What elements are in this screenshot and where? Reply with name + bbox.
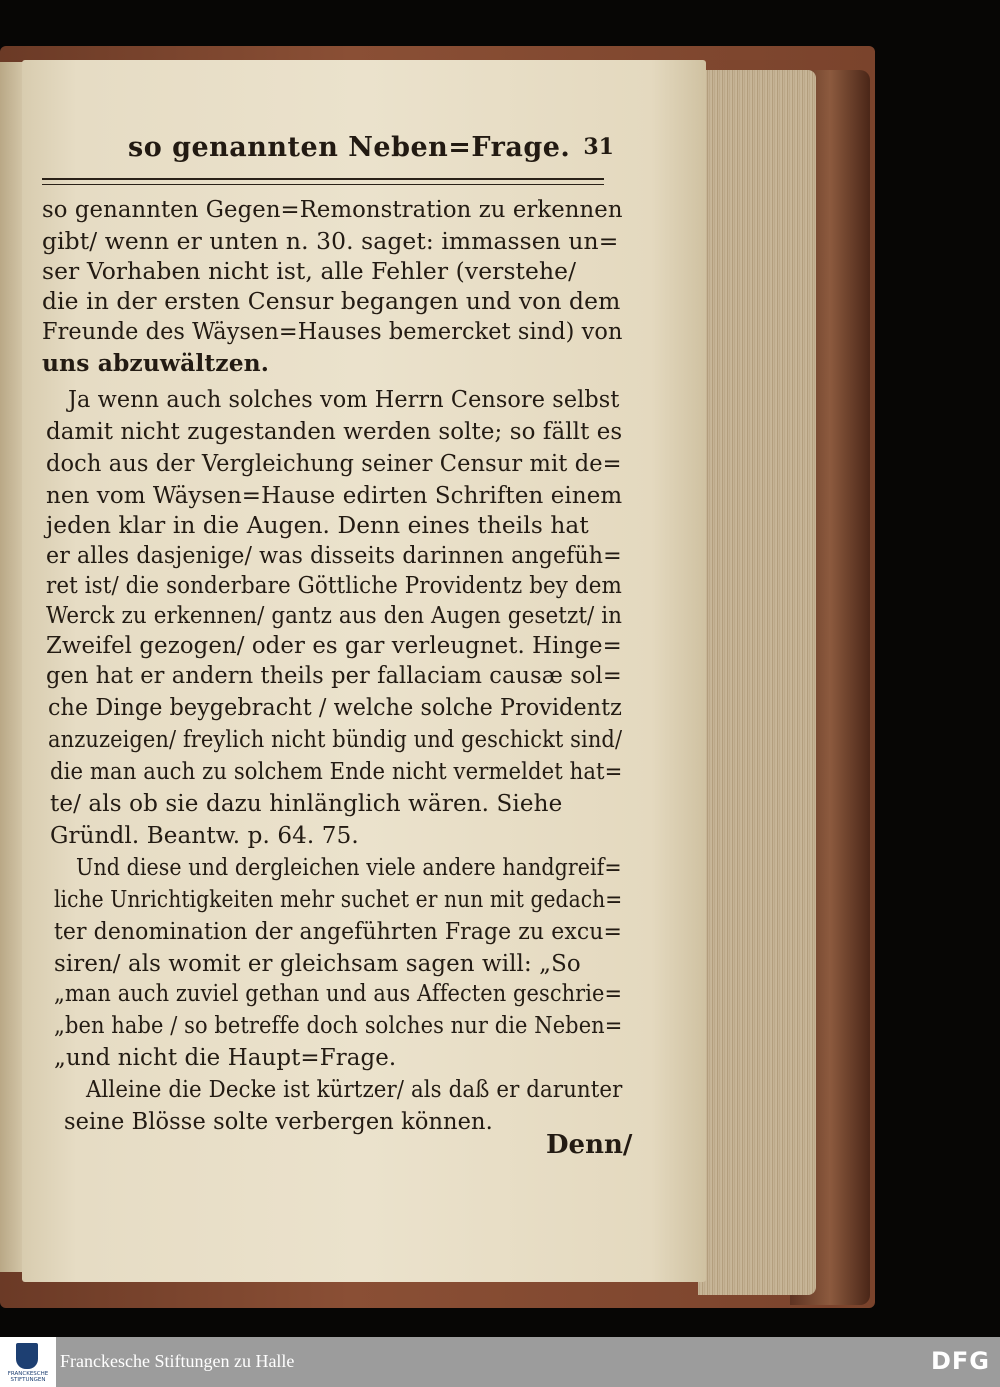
text-line: nen vom Wäysen=Hause edirten Schriften einem bbox=[46, 481, 623, 509]
text-line: ret ist/ die sonderbare Göttliche Providentz bey dem bbox=[46, 571, 622, 599]
catchword: Denn/ bbox=[546, 1130, 633, 1160]
text-line: Zweifel gezogen/ oder es gar verleugnet. Hinge= bbox=[46, 631, 622, 659]
text-line: Und diese und dergleichen viele andere handgreif= bbox=[76, 853, 622, 881]
running-head: so genannten Neben=Frage. bbox=[128, 132, 571, 163]
dfg-logo[interactable]: DFG bbox=[930, 1347, 990, 1375]
emblem-icon bbox=[16, 1343, 38, 1369]
text-line: er alles dasjenige/ was disseits darinnen angefüh= bbox=[46, 541, 622, 569]
text-line: siren/ als womit er gleichsam sagen will: „So bbox=[54, 949, 581, 977]
text-line: seine Blösse solte verbergen können. bbox=[64, 1107, 493, 1135]
text-line: „man auch zuviel gethan und aus Affecten geschrie= bbox=[54, 979, 623, 1007]
text-line: ter denomination der angeführten Frage zu excu= bbox=[54, 917, 622, 945]
footer-bar bbox=[0, 1337, 1000, 1387]
text-line: liche Unrichtigkeiten mehr suchet er nun mit gedach= bbox=[54, 885, 623, 913]
page-stack-edges bbox=[698, 70, 816, 1295]
text-line: che Dinge beygebracht / welche solche Providentz bbox=[48, 693, 622, 721]
text-line: Ja wenn auch solches vom Herrn Censore selbst bbox=[68, 385, 620, 413]
text-line: doch aus der Vergleichung seiner Censur mit de= bbox=[46, 449, 622, 477]
text-line: Gründl. Beantw. p. 64. 75. bbox=[50, 821, 359, 849]
logo-caption: FRANCKESCHE STIFTUNGEN bbox=[7, 1371, 49, 1383]
book-page bbox=[22, 60, 706, 1282]
text-line: so genannten Gegen=Remonstration zu erkennen bbox=[42, 195, 623, 223]
header-rule bbox=[42, 178, 604, 185]
text-line: Werck zu erkennen/ gantz aus den Augen gesetzt/ in bbox=[46, 601, 623, 629]
text-line: die man auch zu solchem Ende nicht vermeldet hat= bbox=[50, 757, 623, 785]
text-line: uns abzuwältzen. bbox=[42, 349, 270, 377]
text-line: gibt/ wenn er unten n. 30. saget: immassen un= bbox=[42, 227, 619, 255]
institution-logo[interactable] bbox=[0, 1337, 56, 1387]
text-line: die in der ersten Censur begangen und von dem bbox=[42, 287, 621, 315]
text-line: damit nicht zugestanden werden solte; so fällt es bbox=[46, 417, 623, 445]
text-line: jeden klar in die Augen. Denn eines theils hat bbox=[46, 511, 589, 539]
text-line: Freunde des Wäysen=Hauses bemercket sind) von bbox=[42, 317, 623, 345]
text-line: ser Vorhaben nicht ist, alle Fehler (verstehe/ bbox=[42, 257, 577, 285]
text-line: Alleine die Decke ist kürtzer/ als daß er darunter bbox=[86, 1075, 623, 1103]
text-line: gen hat er andern theils per fallaciam causæ sol= bbox=[46, 661, 622, 689]
page-header bbox=[128, 132, 618, 172]
text-line: anzuzeigen/ freylich nicht bündig und geschickt sind/ bbox=[48, 725, 623, 753]
text-line: „ben habe / so betreffe doch solches nur die Neben= bbox=[54, 1011, 623, 1039]
page-number: 31 bbox=[583, 134, 614, 160]
institution-name[interactable]: Franckesche Stiftungen zu Halle bbox=[60, 1351, 295, 1371]
text-line: te/ als ob sie dazu hinlänglich wären. Siehe bbox=[50, 789, 563, 817]
text-line: „und nicht die Haupt=Frage. bbox=[54, 1043, 397, 1071]
